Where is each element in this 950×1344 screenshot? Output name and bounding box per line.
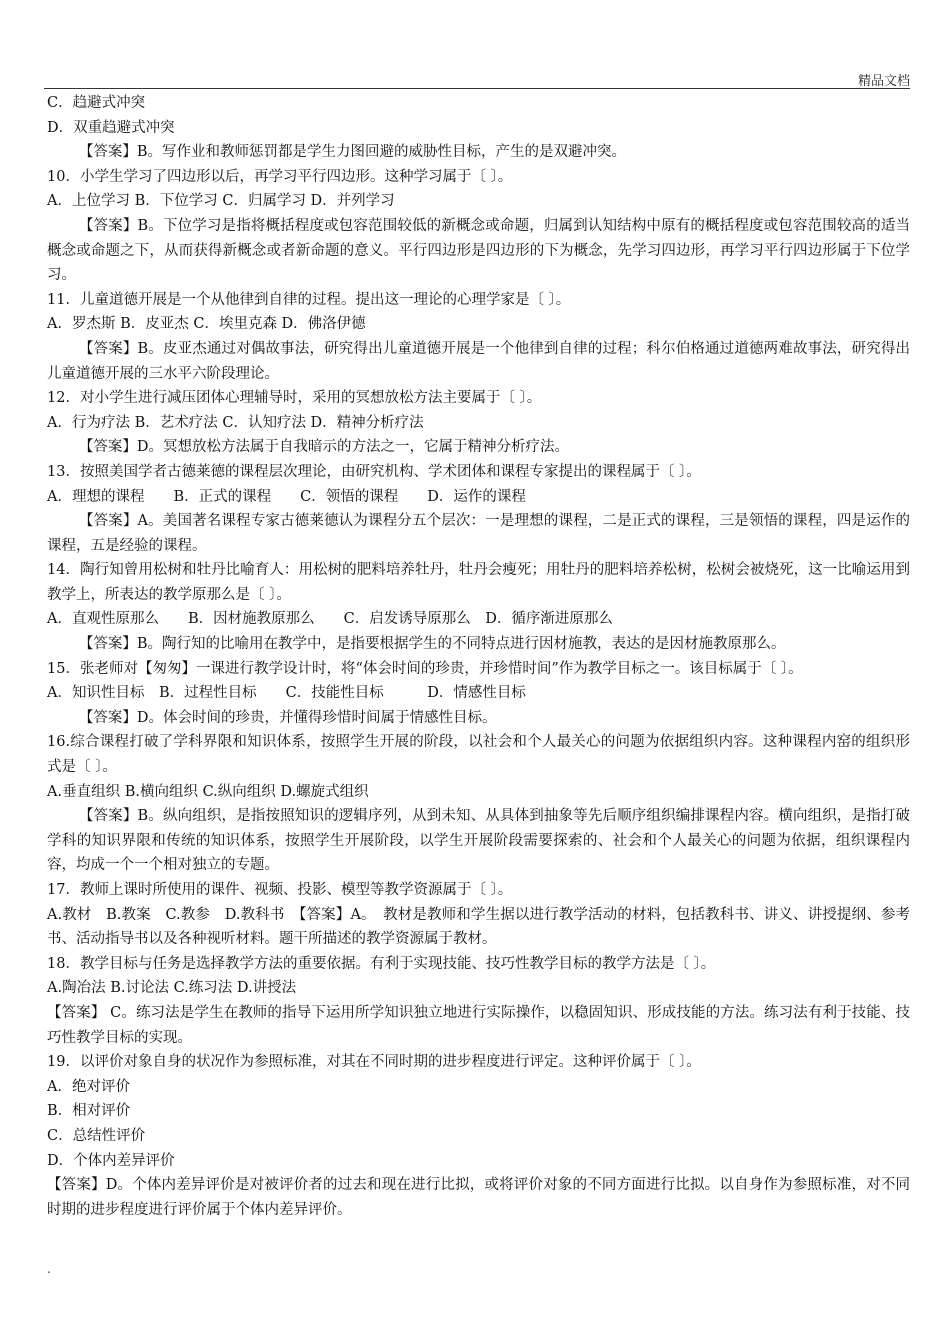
option-line: A.垂直组织 B.横向组织 C.纵向组织 D.螺旋式组织 bbox=[47, 783, 369, 800]
option-line: A．直观性原那么 B．因材施教原那么 C．启发诱导原那么 D．循序渐进原那么 bbox=[47, 611, 613, 628]
question-text: 19．以评价对象自身的状况作为参照标准，对其在不同时期的进步程度进行评定。这种评价属于〔 〕。 bbox=[47, 1054, 701, 1071]
option-line: A．上位学习 B．下位学习 C．归属学习 D．并列学习 bbox=[47, 193, 395, 210]
question-text: 12．对小学生进行减压团体心理辅导时，采用的冥想放松方法主要属于〔 〕。 bbox=[47, 390, 542, 407]
question-text: 14．陶行知曾用松树和牡丹比喻育人：用松树的肥料培养牡丹，牡丹会瘦死；用牡丹的肥料培养松树，松树会被烧死，这一比喻运用到教学上，所表达的教学原那么是〔 〕。 bbox=[47, 562, 910, 603]
option-line: A．理想的课程 B．正式的课程 C．领悟的课程 D．运作的课程 bbox=[47, 488, 526, 505]
question-text: 13．按照美国学者古德莱德的课程层次理论，由研究机构、学术团体和课程专家提出的课程属于〔 〕。 bbox=[47, 463, 701, 480]
answer-text: 【答案】 C。练习法是学生在教师的指导下运用所学知识独立地进行实际操作，以稳固知识、形成技能的方法。练习法有利于技能、技巧性教学目标的实现。 bbox=[47, 1004, 910, 1046]
header-rule bbox=[44, 88, 910, 89]
option-line: C．总结性评价 bbox=[47, 1127, 146, 1144]
answer-text: 【答案】D。冥想放松方法属于自我暗示的方法之一，它属于精神分析疗法。 bbox=[78, 439, 570, 456]
answer-text: 【答案】B。陶行知的比喻用在教学中，是指要根据学生的不同特点进行因材施教，表达的是因材施教原那么。 bbox=[78, 636, 786, 653]
question-text: 15．张老师对【匆匆】一课进行教学设计时，将“体会时间的珍贵，并珍惜时间”作为教学目标之一。该目标属于〔 〕。 bbox=[47, 660, 803, 677]
question-text: 18．教学目标与任务是选择教学方法的重要依据。有利于实现技能、技巧性教学目标的教学方法是〔 〕。 bbox=[47, 955, 716, 972]
page-header: 精品文档 bbox=[857, 74, 910, 89]
answer-text: 【答案】B。纵向组织，是指按照知识的逻辑序列，从到未知、从具体到抽象等先后顺序组织编排课程内容。横向组织，是指打破学科的知识界限和传统的知识体系，按照学生开展阶段，以学生开展阶段需要探索的、社会和个人最关心的问题为依据，组织课程内容，均成一个一个相对独立的专题。 bbox=[47, 808, 910, 874]
option-line: C．趋避式冲突 bbox=[47, 95, 146, 111]
question-text: 10．小学生学习了四边形以后，再学习平行四边形。这种学习属于〔 〕。 bbox=[47, 168, 513, 185]
document-body bbox=[47, 91, 910, 1222]
option-line: B．相对评价 bbox=[47, 1103, 131, 1120]
option-line: D．个体内差异评价 bbox=[47, 1152, 175, 1169]
answer-text: 【答案】D。个体内差异评价是对被评价者的过去和现在进行比拟，或将评价对象的不同方面进行比拟。以自身作为参照标准，对不同时期的进步程度进行评价属于个体内差异评价。 bbox=[47, 1177, 910, 1218]
option-line: A．行为疗法 B．艺术疗法 C．认知疗法 D．精神分析疗法 bbox=[47, 414, 424, 431]
option-line: A.陶冶法 B.讨论法 C.练习法 D.讲授法 bbox=[47, 980, 297, 997]
answer-text: 【答案】B。下位学习是指将概括程度或包容范围较低的新概念或命题，归属到认知结构中原有的概括程度或包容范围较高的适当概念或命题之下，从而获得新概念或者新命题的意义。平行四边形是四边形的下为概念，先学习四边形，再学习平行四边形属于下位学习。 bbox=[47, 217, 910, 284]
answer-text: 【答案】B。写作业和教师惩罚都是学生力图回避的威胁性目标，产生的是双避冲突。 bbox=[78, 144, 627, 161]
option-line: D．双重趋避式冲突 bbox=[47, 119, 175, 136]
question-text: 17．教师上课时所使用的课件、视频、投影、模型等教学资源属于〔 〕。 bbox=[47, 882, 513, 898]
option-line: A．绝对评价 bbox=[47, 1078, 130, 1095]
option-line: A.教材 B.教案 C.教参 D.教科书 【答案】A。 教材是教师和学生据以进行教学活动的材料，包括教科书、讲义、讲授提纲、参考书、活动指导书以及各种视听材料。题干所描述的教学资源属于教材。 bbox=[47, 906, 910, 948]
question-text: 16.综合课程打破了学科界限和知识体系，按照学生开展的阶段，以社会和个人最关心的问题为依据组织内容。这种课程内窑的组织形式是〔 〕。 bbox=[47, 734, 910, 776]
question-text: 11．儿童道德开展是一个从他律到自律的过程。提出这一理论的心理学家是〔 〕。 bbox=[47, 291, 571, 308]
answer-text: 【答案】A。美国著名课程专家古德莱德认为课程分五个层次：一是理想的课程，二是正式的课程，三是领悟的课程，四是运作的课程，五是经验的课程。 bbox=[47, 513, 910, 554]
answer-text: 【答案】B。皮亚杰通过对偶故事法，研究得出儿童道德开展是一个他律到自律的过程；科尔伯格通过道德两难故事法，研究得出儿童道德开展的三水平六阶段理论。 bbox=[47, 340, 910, 382]
footer-mark: . bbox=[47, 1262, 51, 1276]
option-line: A．知识性目标 B．过程性目标 C．技能性目标 D．情感性目标 bbox=[47, 685, 526, 702]
answer-text: 【答案】D。体会时间的珍贵，并懂得珍惜时间属于情感性目标。 bbox=[78, 709, 497, 726]
option-line: A．罗杰斯 B．皮亚杰 C．埃里克森 D．佛洛伊德 bbox=[47, 316, 366, 333]
